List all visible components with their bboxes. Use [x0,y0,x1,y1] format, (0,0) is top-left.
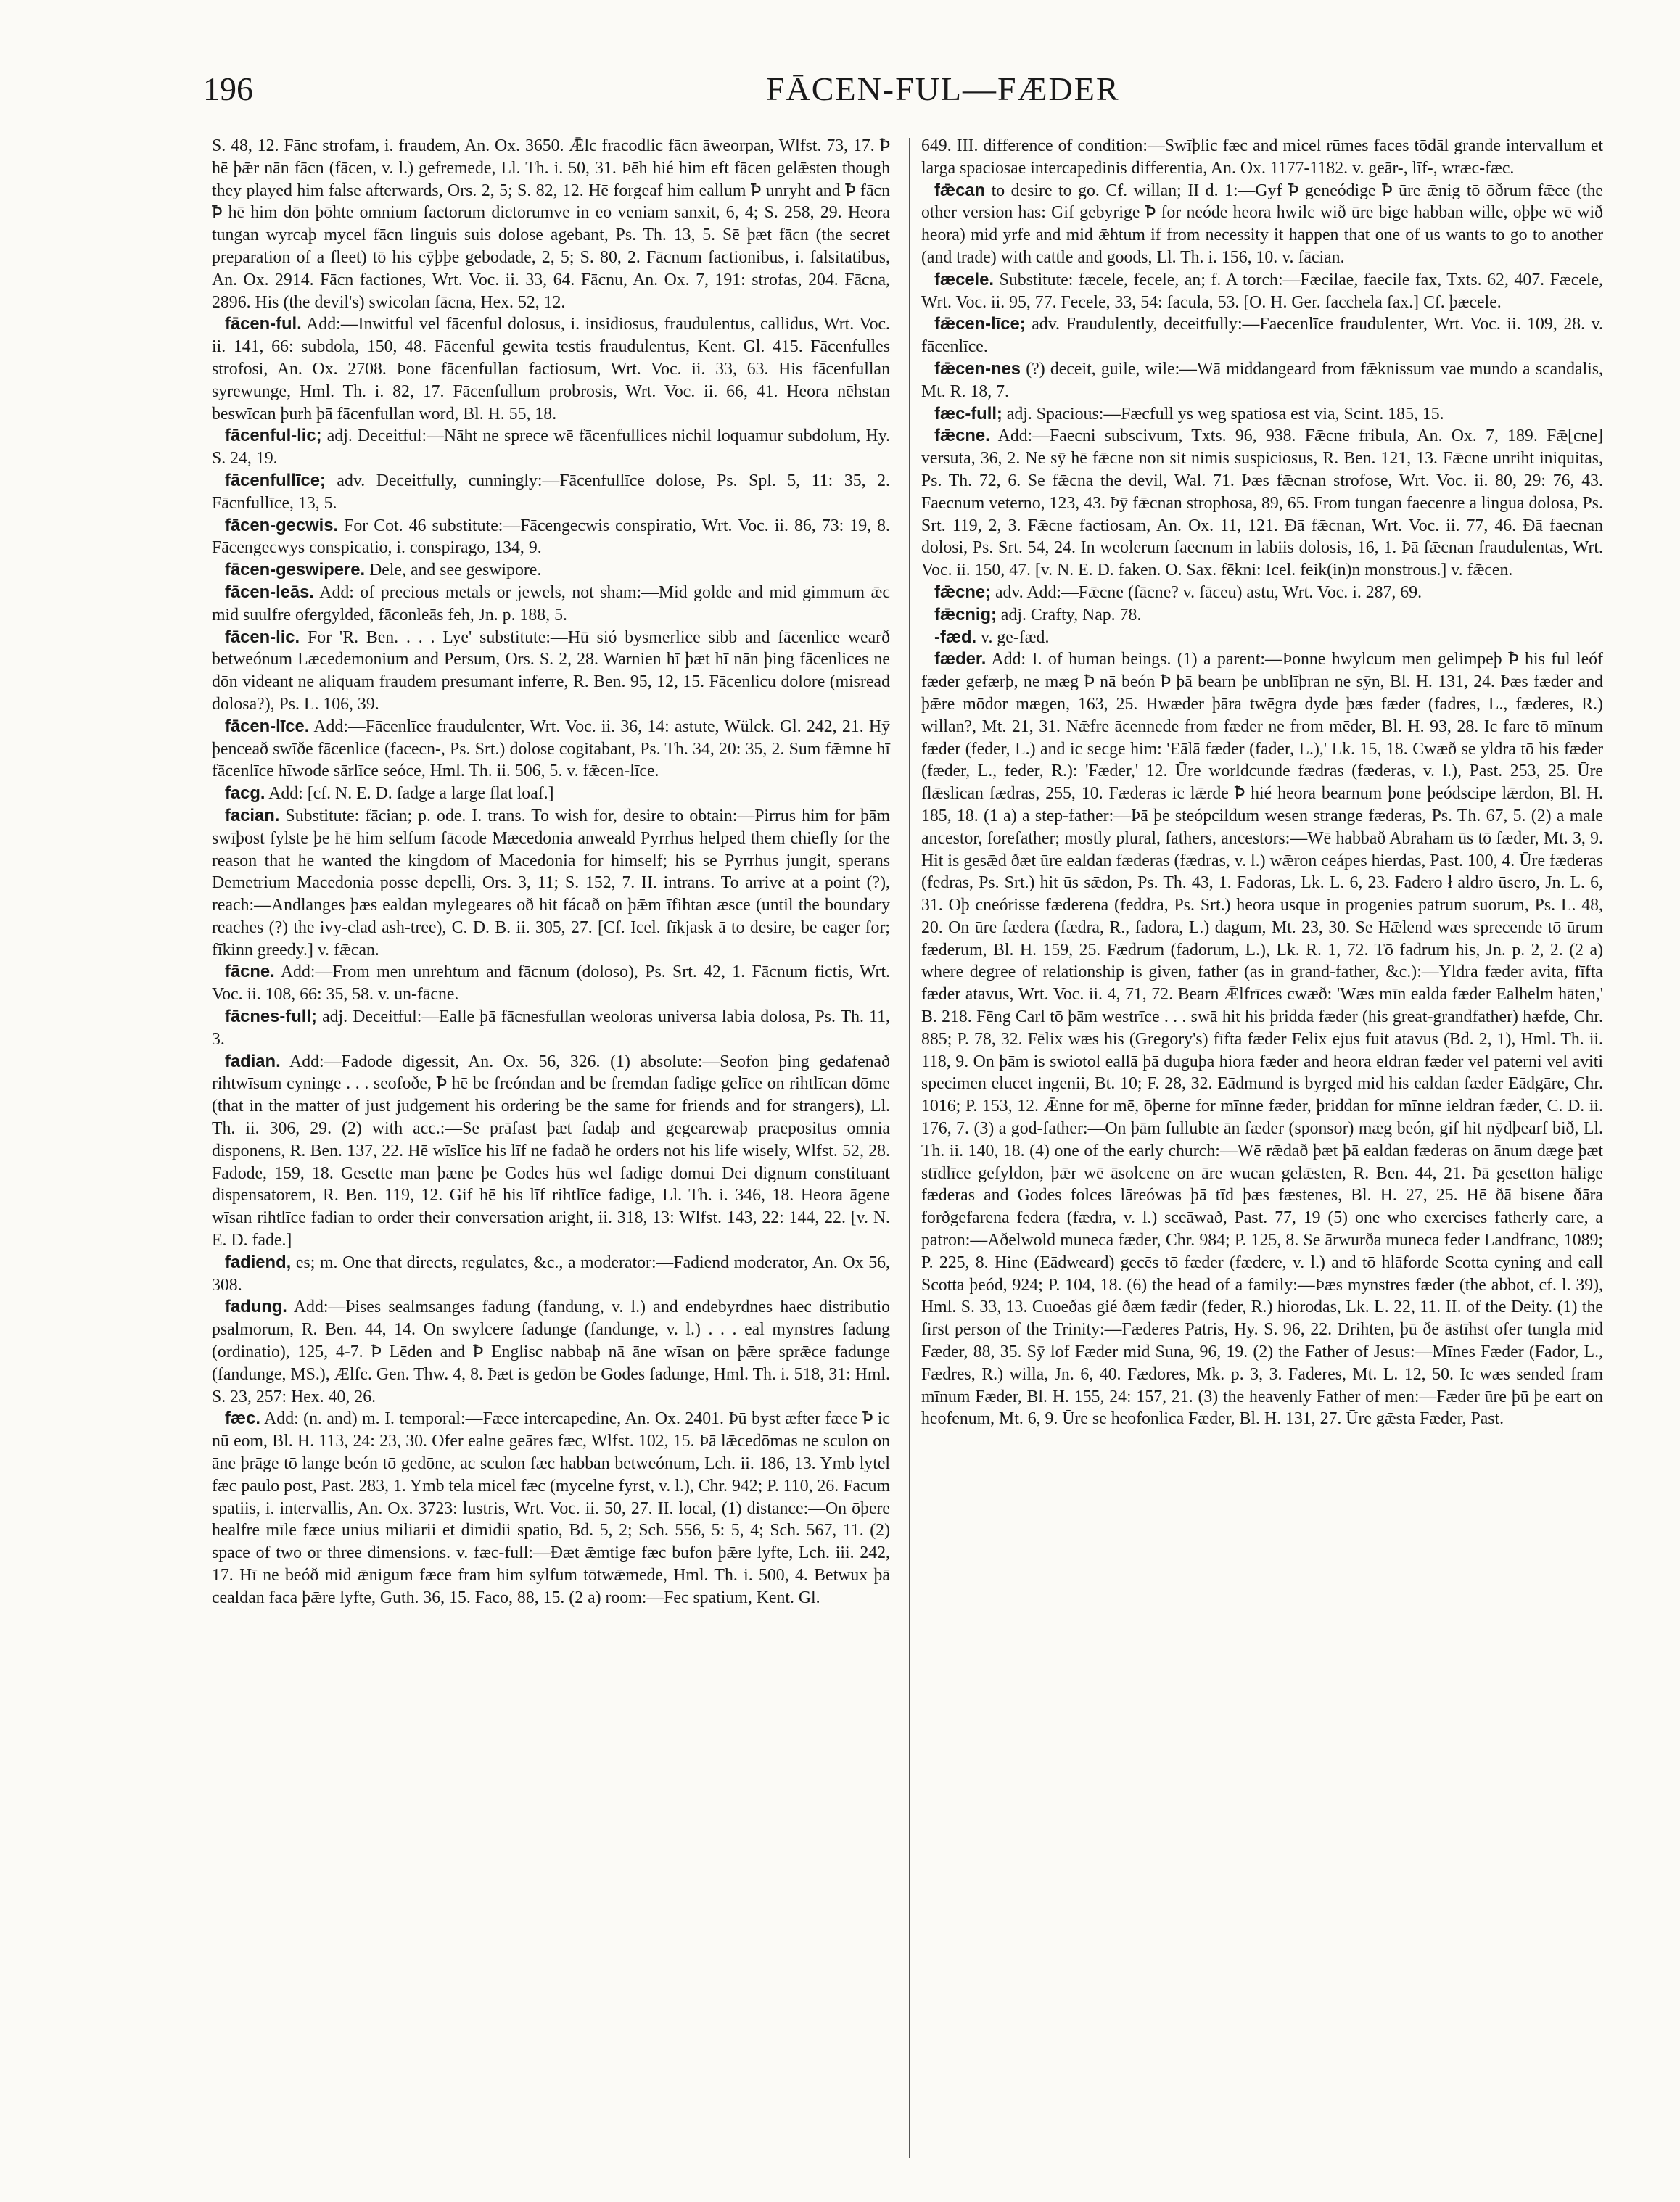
dictionary-entry [212,627,894,716]
entry-headword: -fæd. [934,627,977,647]
entry-text: adj. Deceitful:—Nāht ne sprece wē fācenfullices nichil loquamur subdolum, Hy. S. 24, 19. [212,426,894,469]
dictionary-entry [921,604,1603,627]
left-column [212,135,894,2166]
entry-headword: fǣcen-līce; [934,314,1026,334]
entry-text: adj. Deceitful:—Ealle þā fācnesfullan weoloras universa labia dolosa, Ps. Th. 11, 3. [212,1007,894,1049]
entry-headword: fadiend, [225,1252,292,1272]
right-column [921,135,1607,2166]
dictionary-entry [921,269,1607,314]
dictionary-entry [212,1051,894,1252]
entry-headword: fǣcne; [934,582,992,602]
entry-headword: fadian. [225,1051,281,1071]
entry-text: Add:—Faecni subscivum, Txts. 96, 938. Fǣcne fribula, An. Ox. 7, 189. Fǣ[cne] versuta, 36, 2. Ne sȳ hē fǣcne non sit nimis suspiciosus, R. Ben. 121, 13. Fǣcne unriht iniquitas, Ps. Th. 72, 6. Se fǣcna the devil, Wal. 71. Þæs fǣcnan strofose, Wrt. Voc. ii. 80, 29: 76, 43. Faecnum veterno, 123, 43. Þȳ fǣcnan strophosa, 89, 65. From tungan faecenre a lingua dolosa, Ps. Srt. 119, 2, 3. Fǣcne factiosam, An. Ox. 11, 121. Ðā fǣcnan, Wrt. Voc. ii. 77, 46. Ðā faecnan dolosi, Ps. Srt. 54, 24. In weolerum faecnum in labiis dolosis, 16, 1. Þā fǣcnan fraudulentas, Wrt. Voc. ii. 150, 47. [v. N. E. D. faken. O. Sax. fēkni: Icel. feik(in)n monstrous.] v. fǣcen. [921,426,1607,580]
entry-headword: fācenfullīce; [225,470,326,490]
page-number: 196 [203,70,253,107]
dictionary-entry [921,582,1603,604]
entry-headword: fæcele. [934,269,995,289]
column-divider [909,138,910,2158]
entry-text: Add:—From men unrehtum and fācnum (doloso), Ps. Srt. 42, 1. Fācnum fictis, Wrt. Voc. ii. 108, 66: 35, 58. v. un-fācne. [212,962,894,1005]
entry-text: S. 48, 12. Fānc strofam, i. fraudem, An. Ox. 3650. Ǣlc fracodlic fācn āweorpan, Wlfst. 73, 17. Ꝥ hē þǣr nān fācn (fācen, v. l.) gefremede, Ll. Th. i. 50, 31. Þēh hié him eft fācen gelǣsten though they played him false afterwards, Ors. 2, 5; S. 82, 12. Hē forgeaf him eallum Ꝥ unryht and Ꝥ fācn Ꝥ hē him dōn þōhte omnium factorum dictorumve in eo veniam sanxit, 6, 4; S. 258, 29. Heora tungan wyrcaþ mycel fācn linguis suis dolose agebant, Ps. Th. 13, 5. Sē þæt fācn (the secret preparation of a fleet) tō his cȳþþe gebodade, 2, 5; S. 80, 2. Fācnum factionibus, i. falsitatibus, An. Ox. 2914. Fācn factiones, Wrt. Voc. ii. 33, 64. Fācnu, An. Ox. 7, 191: strofas, 204. Fācna, 2896. His (the devil's) swicolan fācna, Hex. 52, 12. [212,136,894,312]
dictionary-entry [212,313,894,425]
entry-text: For Cot. 46 substitute:—Fācengecwis conspiratio, Wrt. Voc. ii. 86, 73: 19, 8. Fācengecwys conspicatio, i. conspirago, 134, 9. [212,516,894,558]
dictionary-entry [212,582,894,627]
dictionary-entry [212,515,894,560]
dictionary-entry [921,313,1607,358]
entry-headword: fǣcne. [934,426,990,446]
dictionary-entry [212,783,890,805]
entry-text: v. ge-fæd. [981,627,1050,647]
entry-headword: fācen-ful. [225,314,302,334]
running-title: FĀCEN-FUL—FÆDER [766,70,1120,107]
dictionary-entry [921,648,1607,1430]
entry-headword: facg. [225,783,265,804]
page-header [0,0,1680,138]
entry-text: adv. Add:—Fǣcne (fācne? v. fāceu) astu, Wrt. Voc. i. 287, 69. [995,582,1422,602]
entry-headword: fācnes-full; [225,1007,317,1027]
entry-text: 649. III. difference of condition:—Swīþlic fæc and micel rūmes faces tōdāl grande intervallum et larga spaciosae intercapedinis differentia, An. Ox. 1177-1182. v. geār-, līf-, wræc-fæc. [921,136,1607,178]
entry-headword: fācen-geswipere. [225,560,366,580]
dictionary-entry [212,1408,894,1609]
entry-text: Add: [cf. N. E. D. fadge a large flat loaf.] [268,784,554,804]
entry-headword: fǣcan [934,180,986,200]
entry-text: Substitute: fācian; p. ode. I. trans. To wish for, desire to obtain:—Pirrus him for þām swīþost fylste þe hē him selfum fācode Mæcedonia anweald Pyrrhus helped them chiefly for the reason that he wanted the kingdom of Macedonia for himself; his se Pyrrhus jungit, sperans Demetrium Macedonia posse depelli, Ors. 3, 11; S. 152, 7. II. intrans. To arrive at a point (?), reach:—Andlanges þæs ealdan mylegeares oð hit fácað on þǣm īfihtan æsce (until the boundary reaches (?) the ivy-clad ash-tree), C. D. B. ii. 305, 27. [Cf. Icel. fīkjask ā to desire, be eager for; fīkinn greedy.] v. fǣcan. [212,806,894,960]
dictionary-entry [921,358,1607,403]
entry-headword: fācenful-lic; [225,426,322,446]
entry-text: Add: I. of human beings. (1) a parent:—Þonne hwylcum men gelimpeþ Ꝥ his ful leóf fæder gefærþ, ne mæg Ꝥ nā beón Ꝥ þā bearn þe unblīþran ne sȳn, Bl. H. 131, 24. Þæs fæder and þǣre mōdor mægen, 163, 25. Hwæder þāra twēgra dyde þæs fæder (fadres, L., fæderes, R.) willan?, Mt. 21, 31. Nǣfre ācennede from fæder ne from mēder, Bl. H. 93, 28. Ic fare tō mīnum fæder (feder, L.) and ic secge him: 'Eālā fæder (fader, L.),' Lk. 15, 18. Cwæð se yldra tō his fæder (fæder, L., feder, R.): 'Fæder,' 12. Ūre worldcunde fædras (fæderas, v. l.), Past. 253, 25. Ūre flǣslican fædras, 255, 10. Fæderas ic lǣrde Ꝥ hié heora bearnum þone þeódscipe lǣrdon, Bl. H. 185, 18. (1 a) a step-father:—Þā þe steópcildum wesen strange fæderas, Ps. Th. 67, 5. (2) a male ancestor, forefather; mostly plural, fathers, ancestors:—Wē habbað Abraham ūs tō fæder, Mt. 3, 9. Hit is gesǣd ðæt ūre ealdan fæderas (fædras, v. l.) wǣron ceápes hierdas, Past. 100, 4. Ūre fæderas (fedras, Ps. Srt.) hit ūs sǣdon, Ps. Th. 43, 1. Fadoras, Lk. L. 6, 23. Fadero ł aldro ūsero, Jn. L. 6, 31. Oþ cneórisse fæderena (feddra, Ps. Srt.) heora usque in progenies patrum suorum, Ps. L. 48, 20. On ūre fædera (fædra, R., fadora, L.) dagum, Mt. 23, 30. Se Hǣlend wæs sprecende tō ūrum fæderum, Bl. H. 159, 25. Fædrum (fadorum, L.), Lk. R. 1, 72. Tō fadrum his, Jn. p. 2, 2. (2 a) where degree of relationship is given, father (as in grand-father, &c.):—Yldra fæder avita, fīfta fæder atavus, Wrt. Voc. ii. 4, 71, 72. Bearn Ǣlfrīces cwæð: 'Wæs mīn ealda fæder Ealhelm hāten,' B. 218. Fēng Carl tō þām westrīce . . . swā hit his þridda fæder (his great-grandfather) hæfde, Chr. 885; P. 78, 32. Fēlix wæs his (Gregory's) fīfta fæder Felix ejus fuit atavus (Bd. 2, 1), Hml. Th. ii. 118, 9. On þām is swiotol eallā þā duguþa hiora fæder and heora eldran fæder vel paterni vel aviti specimen elucet ingenii, Bt. 10; F. 28, 32. Eādmund is byrged mid his ealdan fæder Eādgāre, Chr. 1016; P. 153, 12. Ǣnne for mē, ōþerne for mīnne fæder, þriddan for mīnne ieldran fæder, C. D. ii. 176, 7. (3) a god-father:—On þām fullubte ān fæder (sponsor) mæg beón, gif hit nȳdþearf bið, Ll. Th. ii. 140, 18. (4) one of the early church:—Wē rǣdað þæt þā ealdan fæderas on ānum dæge þæt stīdlīce gefyldon, þǣr wē āsolcene on āre wucan gelǣsten, R. Ben. 44, 21. Þā gesetton hālige fæderas and Godes folces lāreówas þā tīd þæs fæstenes, Bl. H. 27, 25. Hē ðā bisene ðāra forðgefarena federa (fædra, v. l.) sceāwað, Past. 77, 19 (5) one who exercises fatherly care, a patron:—Aðelwold muneca fæder, Chr. 984; P. 125, 8. Se ārwurða muneca feder Landfranc, 1089; P. 225, 8. Hine (Eādweard) gecēs tō fæder (fædere, v. l.) and tō hlāforde Scotta cyning and eall Scotta þeód, 924; P. 104, 18. (6) the head of a family:—Þæs mynstres fæder (the abbot, cf. l. 39), Hml. S. 33, 13. Cuoeðas gié ðæm fædir (feder, R.) hiorodas, Lk. L. 22, 11. II. of the Deity. (1) the first person of the Trinity:—Fæderes Patris, Hy. S. 96, 22. Drihten, þū ðe āstīhst ofer tungla mid Fæder, 88, 35. Sȳ lof Fæder mid Suna, 96, 19. (2) the Father of Jesus:—Mīnes Fæder (Fador, L., Fædres, R.) willa, Jn. 6, 40. Fædores, Mk. p. 3, 3. Faderes, Mt. L. 12, 50. Ic wæs sended fram mīnum Fæder, Bl. H. 155, 24: 157, 21. (3) the heavenly Father of men:—Fæder ūre þū þe eart on heofenum, Mt. 6, 9. Ūre se heofonlica Fæder, Bl. H. 131, 27. Ūre gǣsta Fæder, Past. [921,650,1607,1429]
dictionary-entry [921,180,1607,269]
entry-headword: fācen-leās. [225,582,315,602]
entry-text: adj. Crafty, Nap. 78. [1000,605,1142,624]
entry-headword: fǣcnig; [934,604,997,624]
entry-headword: facian. [225,805,280,825]
dictionary-entry [212,135,894,313]
entry-text: Add: of precious metals or jewels, not sham:—Mid golde and mid gimmum ǣc mid suulfre ofergylded, fāconleās feh, Jn. p. 188, 5. [212,582,894,624]
entry-text: Add:—Fācenlīce fraudulenter, Wrt. Voc. ii. 36, 14: astute, Wülck. Gl. 242, 21. Hȳ þenceað swīðe fācenlice (facecn-, Ps. Srt.) dolose cogitabant, Ps. Th. 34, 20: 35, 2. Sum fǣmne hī fācenlīce hīwode sārlīce seóce, Hml. Th. ii. 506, 5. v. fǣcen-līce. [212,717,894,781]
entry-headword: fǣcen-nes [934,358,1021,379]
dictionary-entry [212,470,894,515]
entry-headword: fācen-līce. [225,716,310,736]
dictionary-entry [212,716,894,783]
entry-text: Add:—Inwitful vel fācenful dolosus, i. insidiosus, fraudulentus, callidus, Wrt. Voc. ii. 141, 66: subdola, 150, 48. Fācenful gewita testis fraudulentus, Kent. Gl. 415. Fācenfulles strofosi, An. Ox. 2708. Þone fācenfullan factiosum, Wrt. Voc. ii. 33, 63. His fācenfullan syrewunge, Hml. Th. i. 82, 17. Fācenfullum probrosis, Wrt. Voc. ii. 66, 41. Heora nēhstan beswīcan þurh þā fācenfullan word, Bl. H. 55, 18. [212,315,894,424]
entry-text: Add:—Þises sealmsanges fadung (fandung, v. l.) and endebyrdnes haec distributio psalmorum, R. Ben. 44, 14. On swylcere fadunge (fandunge, v. l.) . . . eal mynstres fadung (ordinatio), 125, 4-7. Ꝥ Lēden and Ꝥ Englisc nabbaþ nā āne wīsan on þǣre sprǣce fadunge (fandunge, MS.), Ælfc. Gen. Thw. 4, 8. Þæt is gedōn be Godes fadunge, Hml. Th. i. 518, 31: Hml. S. 23, 257: Hex. 40, 26. [212,1298,894,1406]
entry-headword: fæc. [225,1409,260,1429]
entry-headword: fācen-lic. [225,627,300,647]
entry-headword: fadung. [225,1297,287,1317]
entry-text: Dele, and see geswipore. [369,561,542,580]
dictionary-entry [212,559,890,582]
entry-text: For 'R. Ben. . . . Lye' substitute:—Hū sió bysmerlice sibb and fācenlice wearð betweónum Læcedemonium and Persum, Ors. S. 2, 28. Warnien hī þæt hī nān þing fācenlices ne dōn videant ne aliquam fraudem presumant inferre, R. Ben. 95, 12, 15. Fācenlicu dolore (misread dolosa?), Ps. L. 106, 39. [212,627,894,714]
entry-text: adv. Fraudulently, deceitfully:—Faecenlīce fraudulenter, Wrt. Voc. ii. 109, 28. v. fācenlīce. [921,315,1607,357]
entry-text: Add: (n. and) m. I. temporal:—Fæce intercapedine, An. Ox. 2401. Þū byst æfter fæce Ꝥ ic nū eom, Bl. H. 113, 24: 23, 30. Ofer ealne geāres fæc, Wlfst. 102, 15. Þā lǣcedōmas ne sculon on āne þrāge tō lange beón tō gedōne, ac sculon fæc habban betweónum, Lch. ii. 186, 13. Ymb lytel fæc paulo post, Past. 283, 1. Ymb tela micel fæc (mycelne fyrst, v. l.), Chr. 942; P. 110, 26. Facum spatiis, i. intervallis, An. Ox. 3723: lustris, Wrt. Voc. ii. 50, 27. II. local, (1) distance:—On ōþere healfre mīle fæce unius miliarii et dimidii spatio, Bd. 5, 2; Sch. 556, 5: 5, 4; Sch. 567, 11. (2) space of two or three dimensions. v. fæc-full:—Ðæt ǣmtige fæc bufon þǣre lyfte, Lch. iii. 242, 17. Hī ne beóð mid ǣnigum fæce fram him sylfum tōtwǣmede, Hml. Th. i. 500, 4. Betwux þā cealdan faca þǣre lyfte, Guth. 36, 15. Faco, 88, 15. (2 a) room:—Fec spatium, Kent. Gl. [212,1409,894,1607]
dictionary-entry [212,805,894,962]
dictionary-entry [212,1006,894,1051]
entry-headword: fācne. [225,962,275,982]
entry-text: to desire to go. Cf. willan; II d. 1:—Gyf Ꝥ geneódige Ꝥ ūre ǣnig tō ōðrum fǣce (the other version has: Gif gebyrige Ꝥ for neóde heora hwilc wið ūre bige habban wille, oþþe wē wið heora) mid yrfe and mid ǣhtum if from necessity it happen that one of us wants to go to another (and trade) with cattle and goods, Ll. Th. i. 156, 10. v. fācian. [921,181,1607,267]
dictionary-entry [921,627,1603,649]
dictionary-entry [921,135,1607,180]
dictionary-entry [921,403,1603,426]
dictionary-entry [212,425,894,470]
entry-text: adv. Deceitfully, cunningly:—Fācenfullīce dolose, Ps. Spl. 5, 11: 35, 2. Fācnfullīce, 13, 5. [212,471,894,513]
dictionary-entry [921,425,1607,582]
dictionary-entry [212,1296,894,1408]
entry-headword: fæder. [934,649,987,669]
entry-headword: fācen-gecwis. [225,515,339,535]
entry-text: Substitute: fæcele, fecele, an; f. A torch:—Fæcilae, faecile fax, Txts. 62, 407. Fæcele, Wrt. Voc. ii. 95, 77. Fecele, 33, 54: facula, 53. [O. H. Ger. facchela fax.] Cf. þæcele. [921,270,1607,312]
entry-text: adj. Spacious:—Fæcfull ys weg spatiosa est via, Scint. 185, 15. [1006,404,1444,424]
dictionary-entry [212,1252,894,1297]
entry-headword: fæc-full; [934,403,1002,424]
entry-text: Add:—Fadode digessit, An. Ox. 56, 326. (1) absolute:—Seofon þing gedafenað rihtwīsum cyninge . . . seofoðe, Ꝥ hē be freóndan and be fremdan fadige gelīce on rihtlīcan dōme (that in the matter of just judgement his ordering be the same for friends and for strangers), Ll. Th. ii. 306, 29. (2) with acc.:—Se prāfast þæt fadaþ and gegearewaþ praepositus omnia disponens, R. Ben. 137, 22. Hē wīslīce his līf ne fadað he orders not his life wisely, Wlfst. 52, 28. Fadode, 159, 18. Gesette man þæne þe Godes hūs wel fadige domui Dei dignum constituant dispensatorem, R. Ben. 119, 12. Gif hē his līf rihtlīce fadige, Ll. Th. i. 346, 18. Heora āgene wīsan rihtlīce fadian to order their conversation aright, ii. 318, 13: Wlfst. 143, 22: 144, 22. [v. N. E. D. fade.] [212,1052,894,1250]
entry-text: (?) deceit, guile, wile:—Wā middangeard from fǣknissum vae mundo a scandalis, Mt. R. 18, 7. [921,359,1607,401]
dictionary-entry [212,961,894,1006]
entry-text: es; m. One that directs, regulates, &c., a moderator:—Fadiend moderator, An. Ox 56, 308. [212,1253,894,1295]
